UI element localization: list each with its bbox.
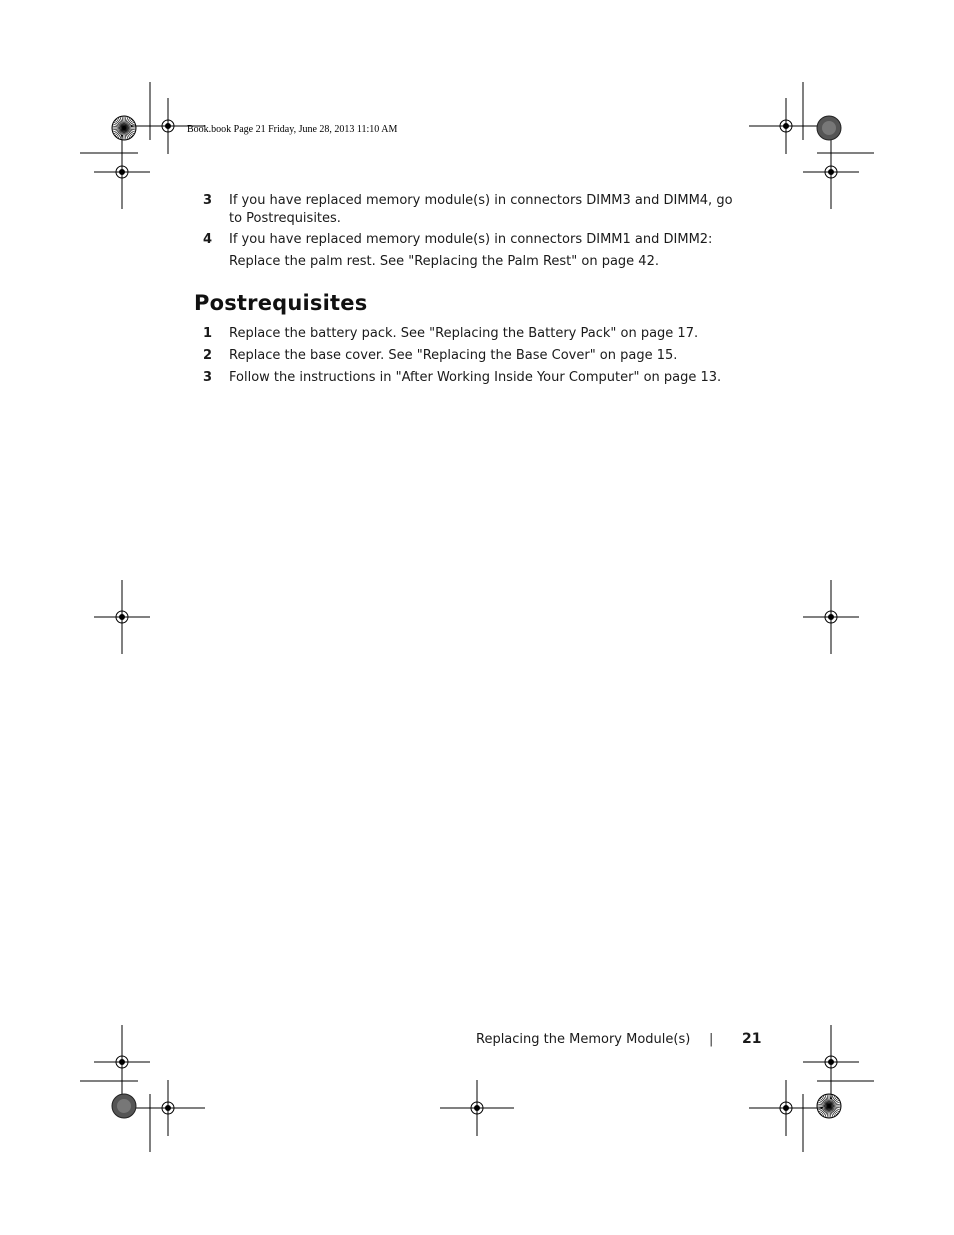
step-number: 3 (203, 193, 213, 208)
step-subtext: Replace the palm rest. See "Replacing the Palm Rest" on page 42. (229, 254, 659, 269)
print-header: Book.book Page 21 Friday, June 28, 2013 11:10 AM (187, 124, 398, 135)
step-text: Follow the instructions in "After Working Inside Your Computer" on page 13. (229, 370, 722, 385)
footer-section-title: Replacing the Memory Module(s) (476, 1032, 691, 1047)
footer-separator: | (709, 1032, 714, 1047)
step-text: Replace the battery pack. See "Replacing the Battery Pack" on page 17. (229, 326, 699, 341)
step-number: 3 (203, 370, 213, 385)
step-text: If you have replaced memory module(s) in connectors DIMM3 and DIMM4, go to Postrequisites. (229, 193, 733, 226)
section-heading: Postrequisites (194, 291, 368, 315)
step-text: Replace the base cover. See "Replacing the Base Cover" on page 15. (229, 348, 678, 363)
step-text: If you have replaced memory module(s) in connectors DIMM1 and DIMM2: (229, 232, 713, 247)
page-number: 21 (742, 1031, 762, 1047)
step-number: 2 (203, 348, 213, 363)
step-number: 1 (203, 326, 213, 341)
step-number: 4 (203, 232, 213, 247)
